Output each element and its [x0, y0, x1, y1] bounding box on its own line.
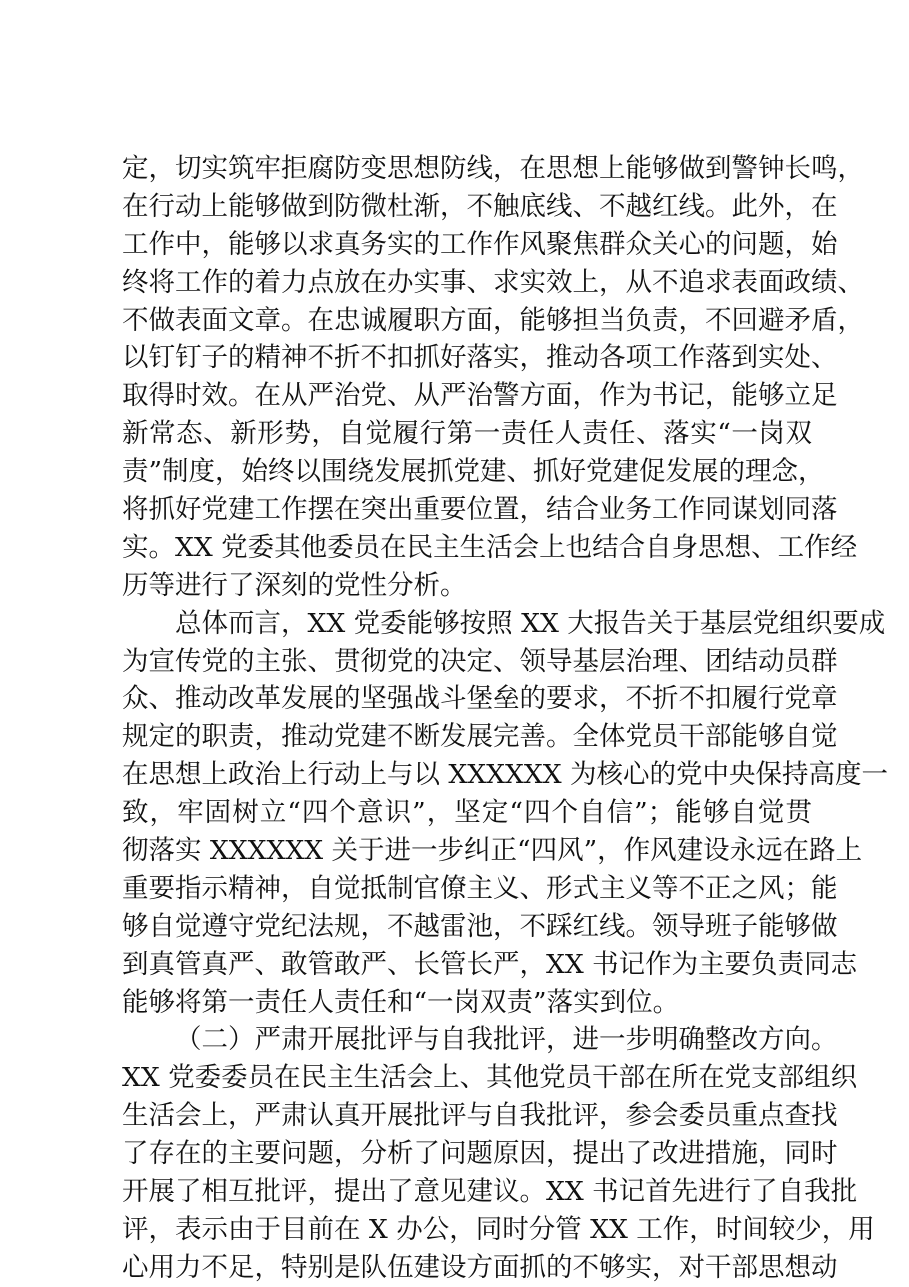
text-line: XX 党委委员在民主生活会上、其他党员干部在所在党支部组织	[122, 1062, 858, 1094]
text-line: 评，表示由于目前在 X 办公，同时分管 XX 工作，时间较少，用	[122, 1213, 875, 1245]
text-line: 以钉钉子的精神不折不扣抓好落实，推动各项工作落到实处、	[122, 342, 838, 374]
text-line: 彻落实 XXXXXX 关于进一步纠正“四风”，作风建设永远在路上	[122, 835, 863, 867]
text-line: 众、推动改革发展的坚强战斗堡垒的要求，不折不扣履行党章	[122, 683, 838, 715]
text-line: 心用力不足，特别是队伍建设方面抓的不够实，对干部思想动	[122, 1251, 838, 1283]
text-line: 定，切实筑牢拒腐防变思想防线，在思想上能够做到警钟长鸣，	[122, 153, 864, 184]
text-line: 了存在的主要问题，分析了问题原因，提出了改进措施，同时	[122, 1138, 838, 1170]
text-line: 规定的职责，推动党建不断发展完善。全体党员干部能够自觉	[122, 721, 838, 753]
text-line: 历等进行了深刻的党性分析。	[122, 569, 467, 601]
text-line: 为宣传党的主张、贯彻党的决定、领导基层治理、团结动员群	[122, 645, 838, 677]
text-line: 工作中，能够以求真务实的工作作风聚焦群众关心的问题，始	[122, 228, 838, 260]
text-line: 能够将第一责任人责任和“一岗双责”落实到位。	[122, 986, 680, 1018]
text-line: 责”制度，始终以围绕发展抓党建、抓好党建促发展的理念，	[122, 456, 825, 488]
text-line: 够自觉遵守党纪法规，不越雷池，不踩红线。领导班子能够做	[122, 910, 838, 942]
text-line: 新常态、新形势，自觉履行第一责任人责任、落实“一岗双	[122, 418, 812, 450]
paragraph-3	[122, 1021, 875, 1286]
text-line: 将抓好党建工作摆在突出重要位置，结合业务工作同谋划同落	[122, 494, 838, 526]
text-line: 致，牢固树立“四个意识”，坚定“四个自信”；能够自觉贯	[122, 797, 812, 829]
section-heading-line: （二）严肃开展批评与自我批评，进一步明确整改方向。	[175, 1024, 838, 1056]
text-line: 在行动上能够做到防微杜渐，不触底线、不越红线。此外，在	[122, 190, 838, 222]
document-body	[122, 150, 889, 1287]
text-line: 总体而言，XX 党委能够按照 XX 大报告关于基层党组织要成	[175, 607, 886, 639]
text-line: 到真管真严、敢管敢严、长管长严，XX 书记作为主要负责同志	[122, 948, 858, 980]
text-line: 开展了相互批评，提出了意见建议。XX 书记首先进行了自我批	[122, 1176, 858, 1208]
text-line: 生活会上，严肃认真开展批评与自我批评，参会委员重点查找	[122, 1100, 838, 1132]
text-line: 重要指示精神，自觉抵制官僚主义、形式主义等不正之风；能	[122, 872, 838, 904]
text-line: 取得时效。在从严治党、从严治警方面，作为书记，能够立足	[122, 380, 838, 412]
text-line: 终将工作的着力点放在办实事、求实效上，从不追求表面政绩、	[122, 266, 864, 298]
paragraph-2	[122, 605, 889, 1022]
text-line: 在思想上政治上行动上与以 XXXXXX 为核心的党中央保持高度一	[122, 759, 889, 791]
text-line: 不做表面文章。在忠诚履职方面，能够担当负责，不回避矛盾，	[122, 304, 864, 336]
text-line: 实。XX 党委其他委员在民主生活会上也结合自身思想、工作经	[122, 531, 858, 563]
paragraph-1	[122, 150, 864, 605]
